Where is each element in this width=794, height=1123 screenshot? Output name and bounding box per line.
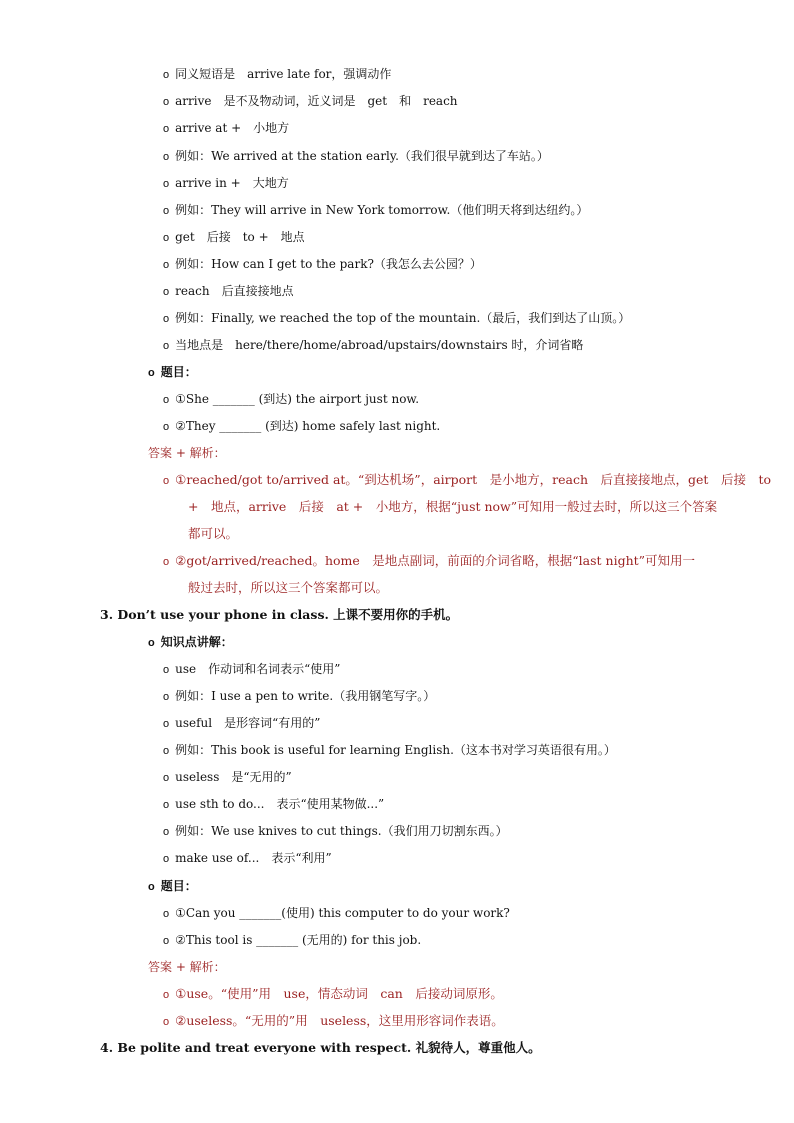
bullet-item bbox=[163, 823, 508, 840]
bullet-text: 例如：How can I get to the park?（我怎么去公园？） bbox=[175, 257, 482, 271]
bullet-marker: o bbox=[163, 394, 170, 406]
bullet-item bbox=[163, 120, 289, 137]
bullet-marker: o bbox=[163, 69, 170, 81]
bullet-marker: o bbox=[163, 989, 170, 1001]
bullet-marker: o bbox=[148, 881, 155, 893]
bullet-marker: o bbox=[163, 421, 170, 433]
bullet-item bbox=[163, 796, 384, 813]
quiz-label-text: 题目： bbox=[160, 879, 197, 893]
bullet-marker: o bbox=[163, 664, 170, 676]
bullet-item bbox=[163, 93, 458, 110]
quiz-text: ①Can you _______(使用) this computer to do your work? bbox=[175, 906, 510, 920]
bullet-text: get 后接 to + 地点 bbox=[175, 230, 305, 244]
bullet-text: arrive at + 小地方 bbox=[175, 121, 290, 135]
quiz-text: ②They _______ (到达) home safely last night. bbox=[175, 419, 441, 433]
bullet-text: 例如：I use a pen to write.（我用钢笔写字。） bbox=[175, 689, 436, 703]
bullet-marker: o bbox=[148, 367, 155, 379]
bullet-marker: o bbox=[163, 1016, 170, 1028]
bullet-marker: o bbox=[163, 556, 170, 568]
bullet-marker: o bbox=[163, 178, 170, 190]
bullet-marker: o bbox=[163, 205, 170, 217]
quiz-text: ①She _______ (到达) the airport just now. bbox=[175, 392, 420, 406]
bullet-item bbox=[163, 742, 616, 759]
bullet-marker: o bbox=[163, 313, 170, 325]
answer-item bbox=[163, 472, 771, 489]
knowledge-label bbox=[148, 634, 233, 651]
bullet-item bbox=[163, 310, 630, 327]
bullet-marker: o bbox=[163, 718, 170, 730]
answer-text: ①reached/got to/arrived at。“到达机场”，airport 是小地方，reach 后直接接地点，get 后接 to bbox=[175, 472, 771, 487]
bullet-text: useless 是“无用的” bbox=[175, 770, 292, 784]
bullet-marker: o bbox=[163, 935, 170, 947]
bullet-text: 例如：Finally, we reached the top of the mountain.（最后，我们到达了山顶。） bbox=[175, 311, 631, 325]
bullet-marker: o bbox=[163, 772, 170, 784]
answer-item bbox=[163, 553, 695, 570]
bullet-item bbox=[163, 175, 289, 192]
bullet-item bbox=[163, 202, 588, 219]
bullet-marker: o bbox=[163, 96, 170, 108]
bullet-item bbox=[163, 715, 320, 732]
bullet-item bbox=[163, 337, 583, 354]
quiz-label bbox=[148, 878, 197, 895]
bullet-item bbox=[163, 148, 549, 165]
bullet-text: 例如：This book is useful for learning English.（这本书对学习英语很有用。） bbox=[175, 743, 616, 757]
answer-continuation: 般过去时，所以这三个答案都可以。 bbox=[188, 580, 389, 595]
section-heading: 4. Be polite and treat everyone with respect. 礼貌待人，尊重他人。 bbox=[100, 1040, 541, 1055]
bullet-text: arrive in + 大地方 bbox=[175, 176, 289, 190]
bullet-text: make use of... 表示“利用” bbox=[175, 851, 332, 865]
quiz-text: ②This tool is _______ (无用的) for this job. bbox=[175, 933, 422, 947]
answer-label: 答案 + 解析： bbox=[148, 446, 226, 460]
bullet-marker: o bbox=[163, 340, 170, 352]
bullet-text: useful 是形容词“有用的” bbox=[175, 716, 321, 730]
answer-continuation: 都可以。 bbox=[188, 526, 239, 541]
bullet-item bbox=[163, 850, 332, 867]
quiz-item bbox=[163, 932, 421, 949]
bullet-text: 同义短语是 arrive late for，强调动作 bbox=[175, 67, 392, 81]
quiz-item bbox=[163, 418, 440, 435]
bullet-item bbox=[163, 769, 292, 786]
bullet-item bbox=[163, 229, 305, 246]
bullet-marker: o bbox=[163, 853, 170, 865]
bullet-text: 例如：We arrived at the station early.（我们很早就到达了车站。） bbox=[175, 149, 549, 163]
bullet-marker: o bbox=[163, 908, 170, 920]
bullet-marker: o bbox=[163, 799, 170, 811]
bullet-marker: o bbox=[163, 123, 170, 135]
bullet-item bbox=[163, 66, 391, 83]
bullet-marker: o bbox=[163, 286, 170, 298]
bullet-marker: o bbox=[163, 691, 170, 703]
bullet-text: use sth to do... 表示“使用某物做...” bbox=[175, 797, 385, 811]
bullet-marker: o bbox=[163, 232, 170, 244]
knowledge-label-text: 知识点讲解： bbox=[160, 635, 233, 649]
bullet-item bbox=[163, 688, 435, 705]
bullet-marker: o bbox=[163, 475, 170, 487]
answer-text: ②useless。“无用的”用 useless，这里用形容词作表语。 bbox=[175, 1013, 504, 1028]
answer-item bbox=[163, 1013, 504, 1030]
bullet-text: 例如：They will arrive in New York tomorrow.（他们明天将到达纽约。） bbox=[175, 203, 589, 217]
quiz-label bbox=[148, 364, 197, 381]
answer-item bbox=[163, 986, 503, 1003]
bullet-item bbox=[163, 256, 482, 273]
bullet-marker: o bbox=[148, 637, 155, 649]
bullet-text: 当地点是 here/there/home/abroad/upstairs/downstairs 时，介词省略 bbox=[175, 338, 584, 352]
bullet-text: use 作动词和名词表示“使用” bbox=[175, 662, 341, 676]
bullet-text: arrive 是不及物动词，近义词是 get 和 reach bbox=[175, 94, 458, 108]
answer-text: ②got/arrived/reached。home 是地点副词，前面的介词省略，根据“last night”可知用一 bbox=[175, 553, 696, 568]
answer-text: ①use。“使用”用 use，情态动词 can 后接动词原形。 bbox=[175, 986, 503, 1001]
quiz-label-text: 题目： bbox=[160, 365, 197, 379]
answer-label: 答案 + 解析： bbox=[148, 960, 226, 974]
bullet-text: reach 后直接接地点 bbox=[175, 284, 294, 298]
answer-continuation: + 地点，arrive 后接 at + 小地方，根据“just now”可知用一般过去时，所以这三个答案 bbox=[188, 499, 718, 514]
quiz-item bbox=[163, 905, 510, 922]
bullet-item bbox=[163, 283, 294, 300]
bullet-text: 例如：We use knives to cut things.（我们用刀切割东西。） bbox=[175, 824, 508, 838]
section-heading: 3. Don’t use your phone in class. 上课不要用你的手机。 bbox=[100, 607, 459, 622]
bullet-item bbox=[163, 661, 340, 678]
bullet-marker: o bbox=[163, 259, 170, 271]
bullet-marker: o bbox=[163, 151, 170, 163]
bullet-marker: o bbox=[163, 745, 170, 757]
bullet-marker: o bbox=[163, 826, 170, 838]
quiz-item bbox=[163, 391, 419, 408]
